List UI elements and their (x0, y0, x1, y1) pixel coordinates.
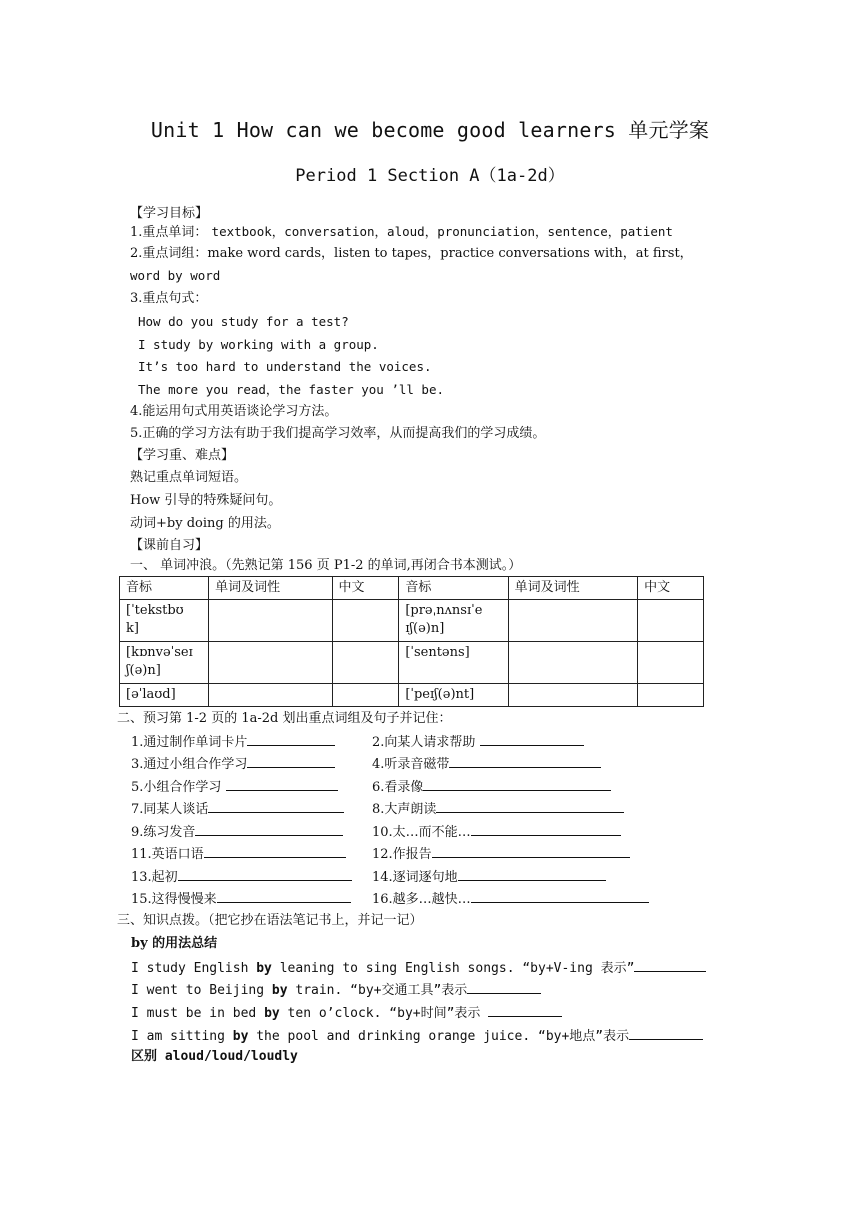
example-text: leaning to sing English songs. “by+V-ing 表示” (271, 961, 635, 976)
by-usage-title: by 的用法总结 (131, 936, 218, 951)
answer-cell[interactable] (638, 642, 704, 684)
answer-cell[interactable] (508, 600, 638, 642)
goal-sentence: It’s too hard to understand the voices. (138, 359, 432, 374)
by-example (131, 1003, 562, 1023)
answer-blank[interactable] (471, 822, 621, 836)
answer-blank[interactable] (467, 980, 541, 994)
answer-blank[interactable] (488, 1003, 562, 1017)
table-header-row (120, 577, 704, 600)
goal-sentences-label: 3.重点句式： (130, 291, 208, 306)
answer-blank[interactable] (458, 867, 606, 881)
phrase-item (372, 799, 624, 819)
phrase-label: 5.小组合作学习 (131, 780, 222, 795)
phrase-label: 16.越多…越快… (372, 892, 471, 907)
answer-blank[interactable] (423, 777, 611, 791)
table-header-cell: 音标 (120, 577, 209, 600)
goal-words (130, 223, 673, 242)
page-subtitle: Period 1 Section A（1a-2d） (295, 166, 565, 186)
phrase-item (131, 889, 351, 909)
goal-phrases-line1: make word cards，listen to tapes，practice conversations with，at first， (207, 246, 693, 261)
answer-cell[interactable] (209, 600, 332, 642)
example-by: by (271, 983, 288, 998)
key-point-item: How 引导的特殊疑问句。 (130, 493, 282, 508)
example-text: train. “by+交通工具”表示 (287, 983, 468, 998)
key-points-header: 【学习重、难点】 (130, 448, 235, 463)
answer-blank[interactable] (226, 777, 338, 791)
example-text: ten o’clock. “by+时间”表示 (279, 1006, 489, 1021)
phrase-label: 7.同某人谈话 (131, 802, 209, 817)
answer-cell[interactable] (638, 684, 704, 707)
goal-phrases-line2: word by word (130, 268, 221, 283)
key-point-item: 动词+by doing 的用法。 (130, 516, 280, 531)
example-text: I study English (131, 961, 257, 976)
preview-part3: 三、知识点拨。（把它抄在语法笔记书上，并记一记） (117, 913, 423, 928)
goals-header: 【学习目标】 (130, 206, 209, 221)
by-example (131, 958, 706, 978)
phrase-label: 1.通过制作单词卡片 (131, 735, 248, 750)
phrase-item (372, 754, 601, 774)
phrase-label: 11.英语口语 (131, 847, 204, 862)
phrase-label: 10.太…而不能… (372, 825, 471, 840)
answer-blank[interactable] (247, 732, 335, 746)
phrase-label: 2.向某人请求帮助 (372, 735, 476, 750)
phrase-item (131, 867, 352, 887)
key-point-item: 熟记重点单词短语。 (130, 470, 248, 485)
table-header-cell: 音标 (399, 577, 508, 600)
phrase-label: 8.大声朗读 (372, 802, 437, 817)
phrase-item (131, 799, 344, 819)
goal-phrases-label: 2.重点词组： (130, 246, 208, 261)
table-row (120, 642, 704, 684)
phonetic-cell: [kɒnvəˈseɪ ʃ(ə)n] (120, 642, 209, 684)
example-by: by (256, 961, 272, 976)
answer-blank[interactable] (471, 889, 649, 903)
answer-cell[interactable] (508, 684, 638, 707)
goal-sentence: I study by working with a group. (138, 337, 379, 352)
phrase-item (131, 754, 335, 774)
phonetic-cell: [ˈsentəns] (399, 642, 508, 684)
example-by: by (264, 1006, 280, 1021)
by-example (131, 980, 541, 1000)
phrase-item (372, 732, 584, 752)
goal-item-4: 4.能运用句式用英语谈论学习方法。 (130, 404, 338, 419)
phrase-label: 15.这得慢慢来 (131, 892, 217, 907)
phrase-label: 14.逐词逐句地 (372, 870, 458, 885)
preview-header: 【课前自习】 (130, 538, 209, 553)
distinguish-title: 区别 aloud/loud/loudly (131, 1049, 298, 1064)
table-header-cell: 中文 (332, 577, 399, 600)
phrase-item (131, 822, 343, 842)
page-title: Unit 1 How can we become good learners 单元学案 (150, 118, 710, 142)
answer-cell[interactable] (209, 642, 332, 684)
goal-phrases (130, 245, 693, 263)
goal-words-label: 1.重点单词： (130, 225, 208, 240)
by-example (131, 1026, 703, 1046)
preview-part1: 一、 单词冲浪。（先熟记第 156 页 P1-2 的单词,再闭合书本测试。） (130, 558, 522, 573)
goal-item-5: 5.正确的学习方法有助于我们提高学习效率，从而提高我们的学习成绩。 (130, 426, 546, 441)
table-row (120, 684, 704, 707)
phrase-item (372, 889, 649, 909)
answer-blank[interactable] (247, 754, 335, 768)
phrase-item (131, 844, 346, 864)
answer-blank[interactable] (195, 822, 343, 836)
goal-words-list: textbook，conversation，aloud，pronunciation，sentence，patient (211, 224, 673, 239)
phrase-label: 12.作报告 (372, 847, 432, 862)
answer-cell[interactable] (332, 684, 399, 707)
phrase-label: 4.听录音磁带 (372, 757, 450, 772)
phrase-label: 9.练习发音 (131, 825, 196, 840)
answer-cell[interactable] (508, 642, 638, 684)
answer-cell[interactable] (209, 684, 332, 707)
answer-blank[interactable] (480, 732, 584, 746)
phrase-item (372, 867, 606, 887)
example-text: I went to Beijing (131, 983, 272, 998)
example-text: I must be in bed (131, 1006, 265, 1021)
phrase-label: 6.看录像 (372, 780, 424, 795)
phrase-item (372, 822, 621, 842)
answer-blank[interactable] (436, 799, 624, 813)
answer-blank[interactable] (217, 889, 351, 903)
phrase-label: 3.通过小组合作学习 (131, 757, 248, 772)
example-by: by (232, 1029, 249, 1044)
phrase-item (131, 732, 335, 752)
phonetic-cell: [ˈtekstbʊ k] (120, 600, 209, 642)
answer-blank[interactable] (204, 844, 346, 858)
phrase-item (372, 844, 630, 864)
table-row (120, 600, 704, 642)
phonetic-cell: [əˈlaʊd] (120, 684, 209, 707)
phrase-item (372, 777, 611, 797)
vocab-table (119, 576, 704, 707)
phonetic-cell: [ˈpeɪʃ(ə)nt] (399, 684, 508, 707)
preview-part2: 二、预习第 1-2 页的 1a-2d 划出重点词组及句子并记住： (117, 711, 452, 726)
answer-blank[interactable] (629, 1026, 703, 1040)
answer-blank[interactable] (208, 799, 344, 813)
answer-blank[interactable] (449, 754, 601, 768)
example-text: I am sitting (131, 1029, 233, 1044)
table-header-cell: 单词及词性 (209, 577, 332, 600)
table-header-cell: 单词及词性 (508, 577, 638, 600)
answer-blank[interactable] (178, 867, 352, 881)
answer-blank[interactable] (432, 844, 630, 858)
phonetic-cell: [prəˌnʌnsɪˈe ɪʃ(ə)n] (399, 600, 508, 642)
answer-cell[interactable] (332, 642, 399, 684)
goal-sentence: The more you read，the faster you ’ll be. (138, 382, 444, 397)
phrase-item (131, 777, 338, 797)
goal-sentence: How do you study for a test? (138, 314, 349, 329)
table-header-cell: 中文 (638, 577, 704, 600)
answer-cell[interactable] (332, 600, 399, 642)
phrase-label: 13.起初 (131, 870, 178, 885)
answer-blank[interactable] (634, 958, 706, 972)
answer-cell[interactable] (638, 600, 704, 642)
example-text: the pool and drinking orange juice. “by+地点”表示 (248, 1029, 630, 1044)
